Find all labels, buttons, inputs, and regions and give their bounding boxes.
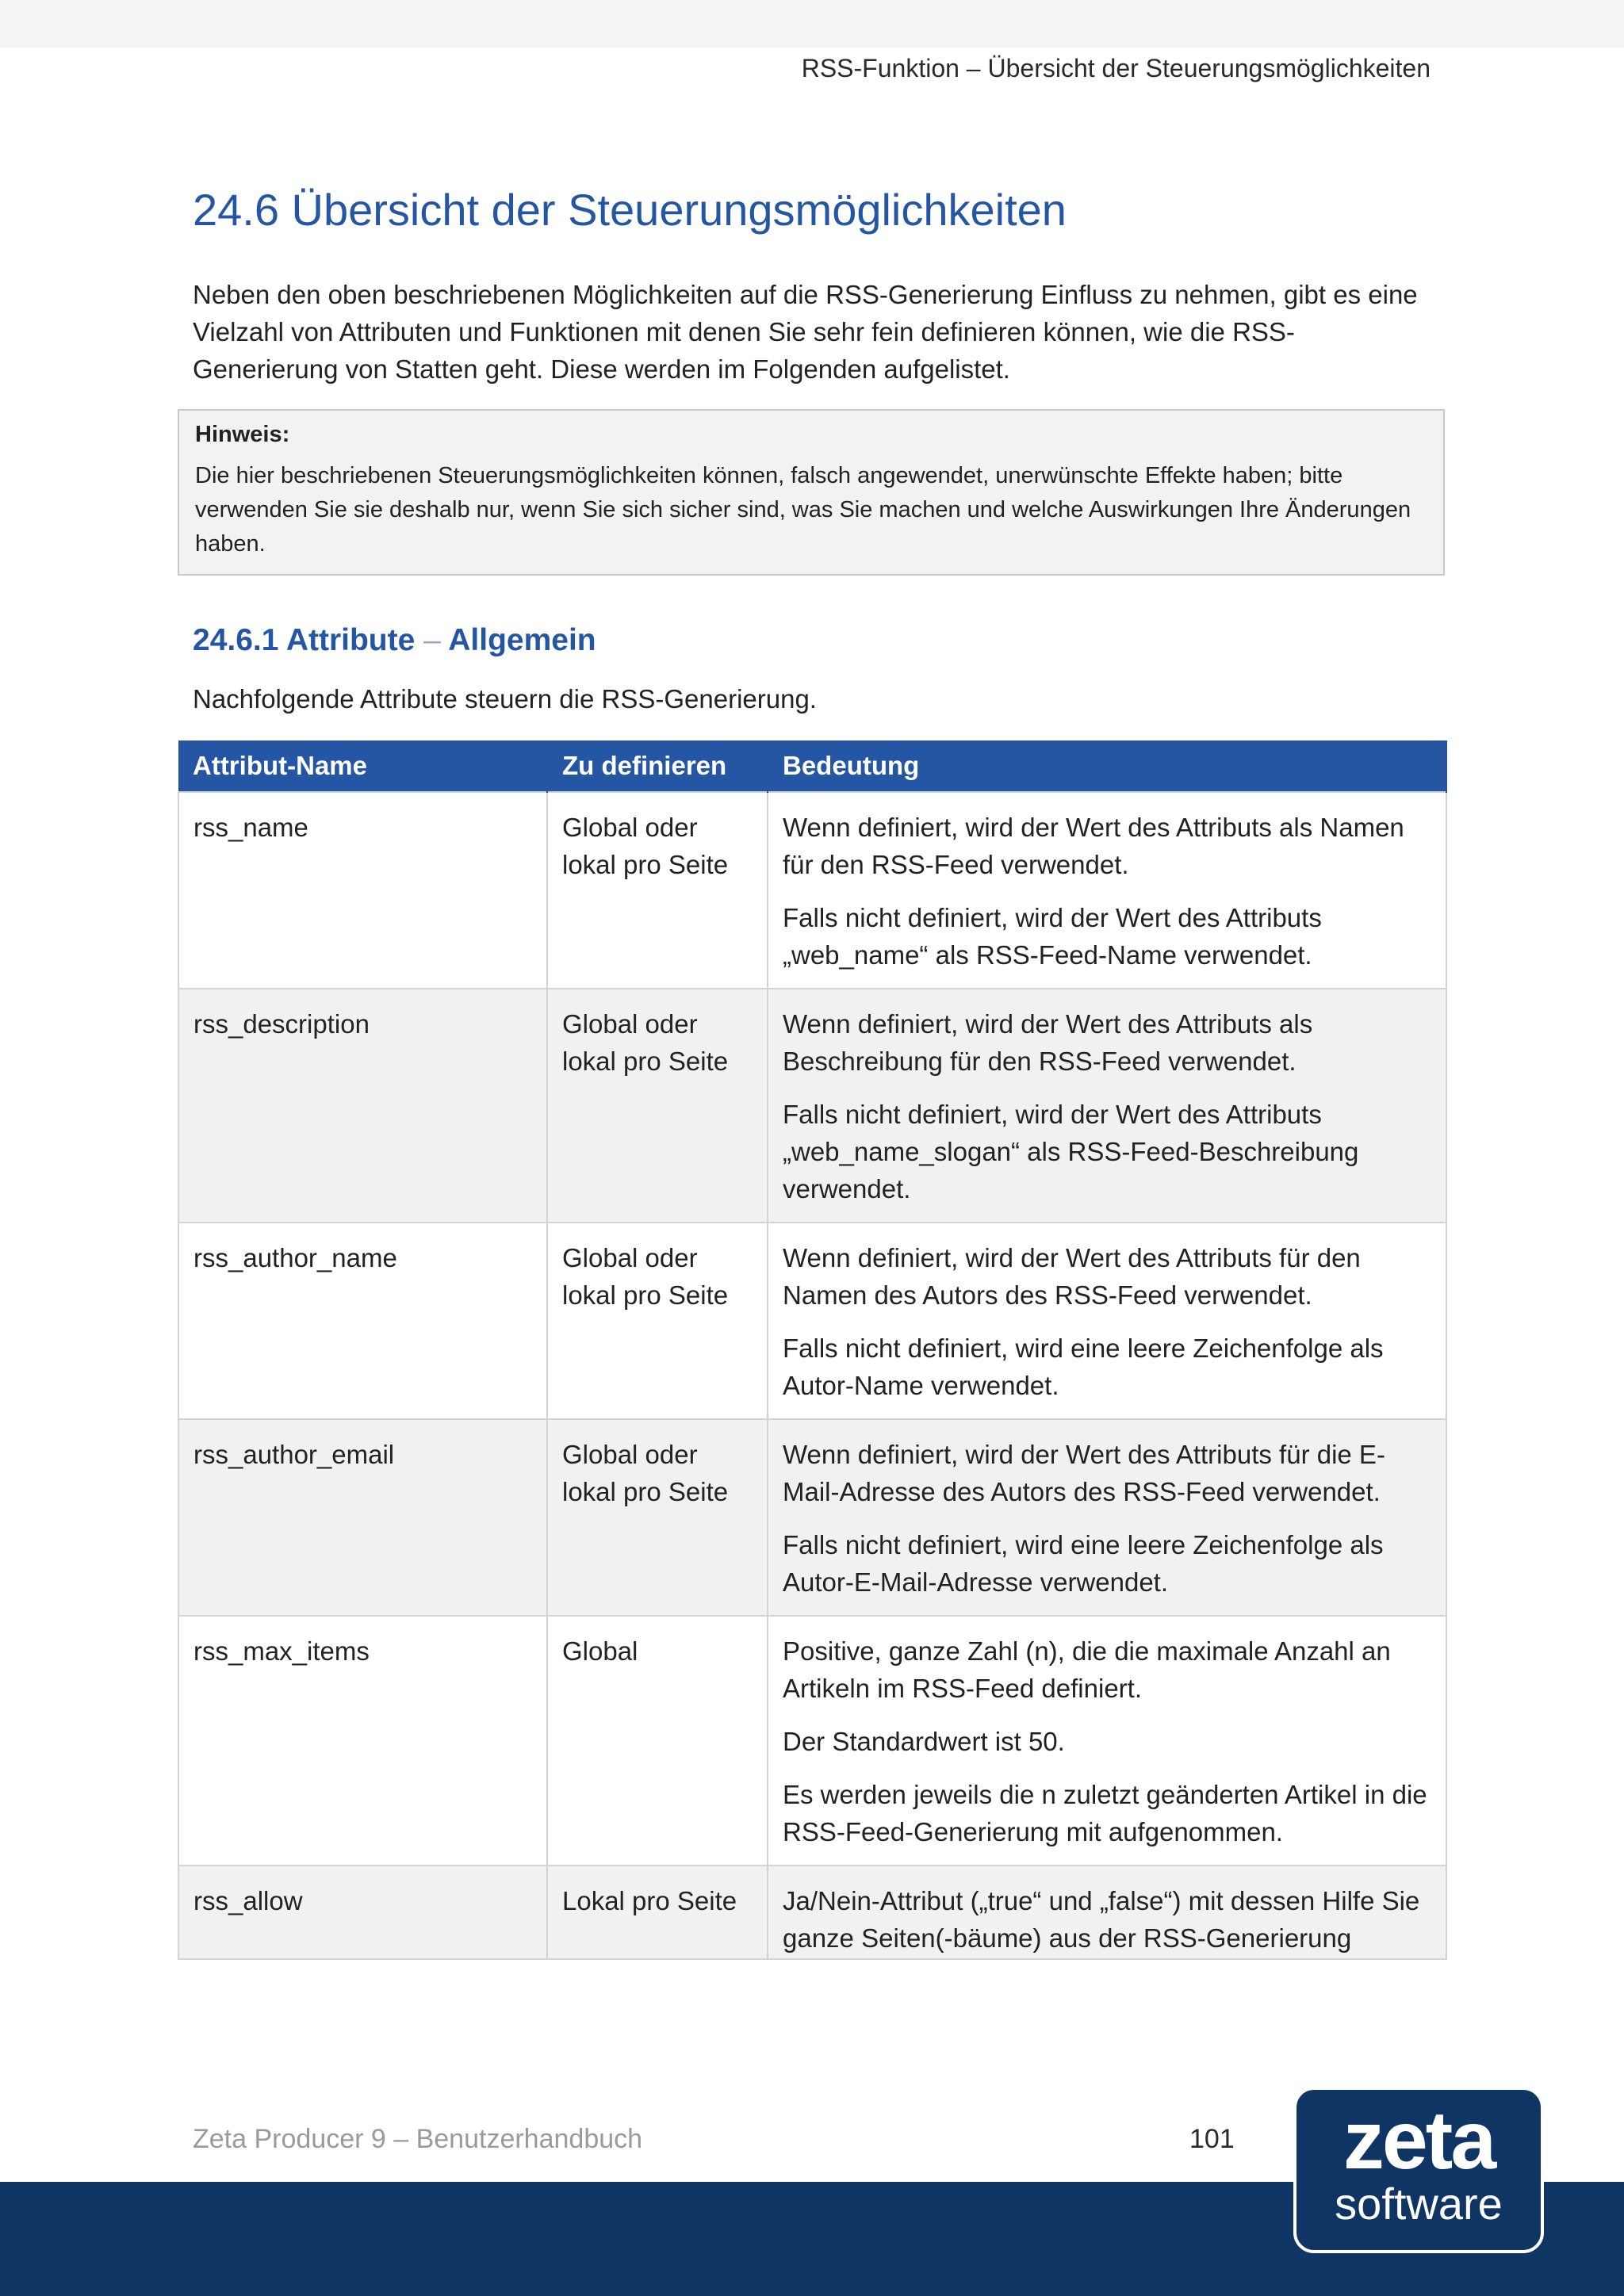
table-row bbox=[178, 1223, 1446, 1419]
meaning-paragraph: Falls nicht definiert, wird der Wert des Attributs „web_name“ als RSS-Feed-Name verwendet. bbox=[783, 903, 1322, 970]
subsection-title-number: 24.6.1 Attribute bbox=[193, 623, 416, 657]
section-title: 24.6 Übersicht der Steuerungsmöglichkeiten bbox=[193, 185, 1067, 235]
top-band bbox=[0, 0, 1624, 48]
subsection-title bbox=[193, 623, 596, 658]
table-row bbox=[178, 1866, 1446, 1959]
attribute-meaning-cell bbox=[768, 1866, 1446, 1959]
attribute-meaning-cell bbox=[768, 1419, 1446, 1616]
meaning-paragraph: Ja/Nein-Attribut („true“ und „false“) mit dessen Hilfe Sie ganze Seiten(-bäume) aus der RSS-Generierung bbox=[783, 1886, 1420, 1953]
running-header: RSS-Funktion – Übersicht der Steuerungsmöglichkeiten bbox=[801, 54, 1431, 82]
note-box bbox=[178, 409, 1445, 576]
attribute-name-cell: rss_description bbox=[178, 989, 547, 1223]
subsection-lead: Nachfolgende Attribute steuern die RSS-Generierung. bbox=[193, 684, 817, 714]
meaning-paragraph: Falls nicht definiert, wird eine leere Zeichenfolge als Autor-Name verwendet. bbox=[783, 1334, 1384, 1400]
section-intro: Neben den oben beschriebenen Möglichkeiten auf die RSS-Generierung Einfluss zu nehmen, gibt es eine Vielzahl von Attributen und Funktionen mit denen Sie sehr fein definieren können, wie die RSS-Generierung von Statten geht. Diese werden im Folgenden aufgelistet. bbox=[193, 280, 1418, 384]
meaning-paragraph: Wenn definiert, wird der Wert des Attributs als Beschreibung für den RSS-Feed verwendet. bbox=[783, 1009, 1313, 1076]
attribute-meaning-cell bbox=[768, 1616, 1446, 1866]
table-row bbox=[178, 1419, 1446, 1616]
attribute-meaning-cell bbox=[768, 989, 1446, 1223]
attribute-name-cell: rss_max_items bbox=[178, 1616, 547, 1866]
attribute-scope-cell: Global oder lokal pro Seite bbox=[547, 989, 768, 1223]
attribute-scope-cell: Lokal pro Seite bbox=[547, 1866, 768, 1959]
table-header-row bbox=[178, 740, 1446, 792]
subsection-title-dash: – bbox=[423, 623, 441, 657]
note-text: Die hier beschriebenen Steuerungsmöglichkeiten können, falsch angewendet, unerwünschte Effekte haben; bitte verwenden Sie sie deshalb nur, wenn Sie sich sicher sind, was Sie machen und welche Auswirkungen Ihre Änderungen haben. bbox=[195, 463, 1411, 557]
meaning-paragraph: Wenn definiert, wird der Wert des Attributs für den Namen des Autors des RSS-Feed verwendet. bbox=[783, 1243, 1361, 1310]
meaning-paragraph: Der Standardwert ist 50. bbox=[783, 1727, 1065, 1756]
attribute-scope-cell: Global bbox=[547, 1616, 768, 1866]
logo-word-software: software bbox=[1335, 2179, 1503, 2229]
attribute-scope-cell: Global oder lokal pro Seite bbox=[547, 1223, 768, 1419]
attribute-name-cell: rss_author_email bbox=[178, 1419, 547, 1616]
table-row bbox=[178, 989, 1446, 1223]
subsection-title-text: Allgemein bbox=[448, 623, 596, 657]
page-number: 101 bbox=[1189, 2124, 1235, 2154]
meaning-paragraph: Es werden jeweils die n zuletzt geänderten Artikel in die RSS-Feed-Generierung mit aufgenommen. bbox=[783, 1780, 1427, 1846]
meaning-paragraph: Falls nicht definiert, wird der Wert des Attributs „web_name_slogan“ als RSS-Feed-Beschreibung verwendet. bbox=[783, 1100, 1359, 1203]
meaning-paragraph: Positive, ganze Zahl (n), die die maximale Anzahl an Artikeln im RSS-Feed definiert. bbox=[783, 1636, 1391, 1703]
attribute-name-cell: rss_author_name bbox=[178, 1223, 547, 1419]
attribute-table bbox=[178, 740, 1447, 1960]
zeta-software-logo bbox=[1293, 2087, 1544, 2253]
logo-word-zeta: zeta bbox=[1342, 2095, 1495, 2187]
table-header-cell: Attribut-Name bbox=[178, 740, 547, 792]
attribute-name-cell: rss_name bbox=[178, 792, 547, 989]
attribute-name-cell: rss_allow bbox=[178, 1866, 547, 1959]
attribute-meaning-cell bbox=[768, 1223, 1446, 1419]
note-title: Hinweis: bbox=[195, 422, 290, 447]
footer-book-title: Zeta Producer 9 – Benutzerhandbuch bbox=[193, 2124, 643, 2154]
attribute-meaning-cell bbox=[768, 792, 1446, 989]
attribute-scope-cell: Global oder lokal pro Seite bbox=[547, 792, 768, 989]
table-header-cell: Zu definieren bbox=[547, 740, 768, 792]
table-row bbox=[178, 792, 1446, 989]
meaning-paragraph: Wenn definiert, wird der Wert des Attributs als Namen für den RSS-Feed verwendet. bbox=[783, 813, 1404, 879]
table-header-cell: Bedeutung bbox=[768, 740, 1446, 792]
meaning-paragraph: Wenn definiert, wird der Wert des Attributs für die E-Mail-Adresse des Autors des RSS-Feed verwendet. bbox=[783, 1440, 1385, 1506]
meaning-paragraph: Falls nicht definiert, wird eine leere Zeichenfolge als Autor-E-Mail-Adresse verwendet. bbox=[783, 1530, 1384, 1597]
table-row bbox=[178, 1616, 1446, 1866]
attribute-scope-cell: Global oder lokal pro Seite bbox=[547, 1419, 768, 1616]
